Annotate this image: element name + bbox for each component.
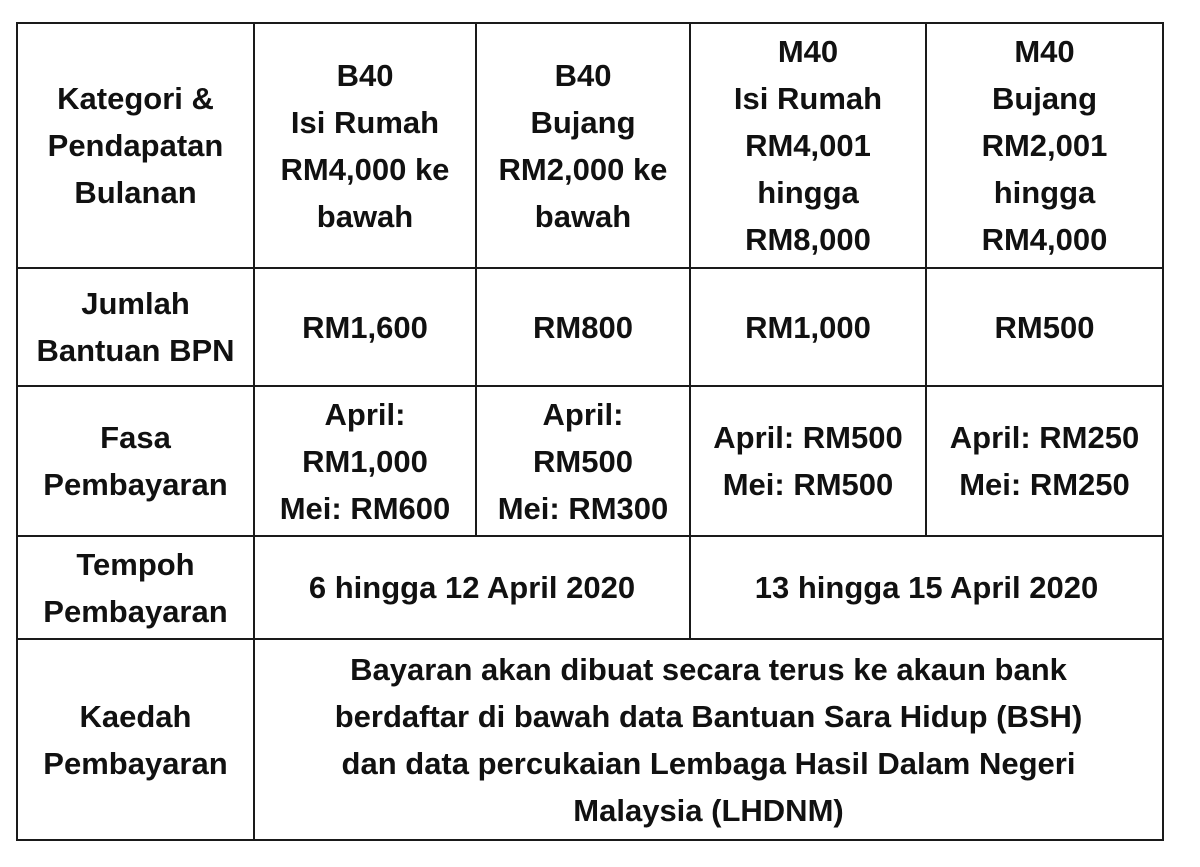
column-header-b40-single: B40 Bujang RM2,000 ke bawah — [476, 23, 690, 268]
bpn-payment-table — [16, 22, 1164, 841]
phase-b40-single: April: RM500 Mei: RM300 — [476, 386, 690, 536]
table-row-category — [17, 23, 1163, 268]
column-header-b40-household: B40 Isi Rumah RM4,000 ke bawah — [254, 23, 476, 268]
row-header-category: Kategori & Pendapatan Bulanan — [17, 23, 254, 268]
column-header-m40-single: M40 Bujang RM2,001 hingga RM4,000 — [926, 23, 1163, 268]
period-m40: 13 hingga 15 April 2020 — [690, 536, 1163, 639]
column-header-m40-household: M40 Isi Rumah RM4,001 hingga RM8,000 — [690, 23, 926, 268]
table-row-amount — [17, 268, 1163, 386]
payment-method-text: Bayaran akan dibuat secara terus ke akaun bank berdaftar di bawah data Bantuan Sara Hidup (BSH) dan data percukaian Lembaga Hasil Dalam Negeri Malaysia (LHDNM) — [254, 639, 1163, 840]
amount-m40-single: RM500 — [926, 268, 1163, 386]
amount-m40-household: RM1,000 — [690, 268, 926, 386]
row-header-period: Tempoh Pembayaran — [17, 536, 254, 639]
row-header-phases: Fasa Pembayaran — [17, 386, 254, 536]
table-row-method — [17, 639, 1163, 840]
phase-m40-single: April: RM250 Mei: RM250 — [926, 386, 1163, 536]
amount-b40-single: RM800 — [476, 268, 690, 386]
row-header-amount: Jumlah Bantuan BPN — [17, 268, 254, 386]
phase-b40-household: April: RM1,000 Mei: RM600 — [254, 386, 476, 536]
table-row-period — [17, 536, 1163, 639]
period-b40: 6 hingga 12 April 2020 — [254, 536, 690, 639]
row-header-method: Kaedah Pembayaran — [17, 639, 254, 840]
table-row-phases — [17, 386, 1163, 536]
amount-b40-household: RM1,600 — [254, 268, 476, 386]
phase-m40-household: April: RM500 Mei: RM500 — [690, 386, 926, 536]
